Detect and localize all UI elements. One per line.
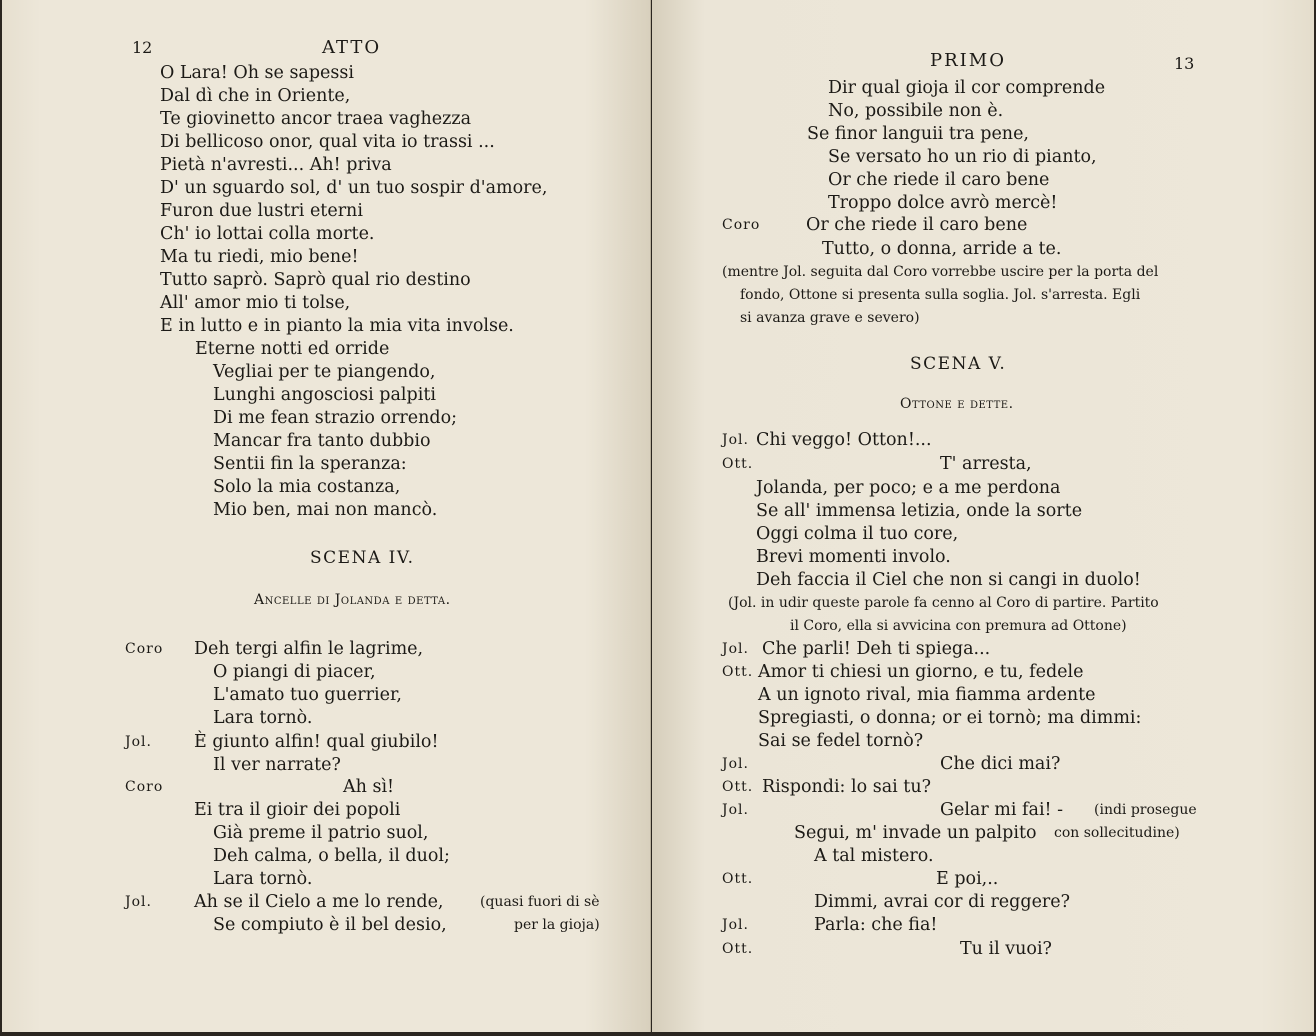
speaker-label: Coro: [125, 641, 164, 657]
dialogue-line: Dimmi, avrai cor di reggere?: [814, 892, 1071, 912]
stage-aside: per la gioja): [514, 917, 600, 933]
dialogue-line: Lara tornò.: [213, 869, 313, 889]
verse-line: Dir qual gioja il cor comprende: [828, 78, 1106, 98]
verse-line: Furon due lustri eterni: [160, 201, 363, 221]
verse-line: Mio ben, mai non mancò.: [213, 500, 438, 520]
scene-title: SCENA IV.: [310, 548, 415, 568]
dialogue-line: Ah se il Cielo a me lo rende,: [194, 892, 444, 912]
dialogue-line: Ei tra il gioir dei popoli: [194, 800, 401, 820]
verse-line: Tutto saprò. Saprò qual rio destino: [160, 270, 471, 290]
verse-line: All' amor mio ti tolse,: [160, 293, 351, 313]
scene-cast: Ancelle di Jolanda e detta.: [254, 592, 451, 608]
dialogue-line: Jolanda, per poco; e a me perdona: [756, 478, 1061, 498]
verse-line: Ch' io lottai colla morte.: [160, 224, 375, 244]
verse-line: Or che riede il caro bene: [806, 215, 1028, 235]
verse-line: No, possibile non è.: [828, 101, 1004, 121]
speaker-label: Coro: [125, 779, 164, 795]
running-header: PRIMO: [930, 50, 1006, 71]
dialogue-line: Ah sì!: [343, 777, 395, 797]
speaker-label: Jol.: [125, 894, 152, 910]
dialogue-line: Tu il vuoi?: [960, 939, 1052, 959]
dialogue-line: È giunto alfin! qual giubilo!: [194, 732, 439, 752]
verse-line: Dal dì che in Oriente,: [160, 86, 351, 106]
verse-line: Di bellicoso onor, qual vita io trassi ...: [160, 132, 495, 152]
dialogue-line: Che parli! Deh ti spiega...: [762, 639, 991, 659]
verse-line: Solo la mia costanza,: [213, 477, 401, 497]
dialogue-line: Che dici mai?: [940, 754, 1061, 774]
stage-direction: (Jol. in udir queste parole fa cenno al Coro di partire. Partito: [728, 595, 1159, 611]
verse-line: Eterne notti ed orride: [195, 339, 390, 359]
scene-cast: Ottone e dette.: [900, 396, 1014, 412]
dialogue-line: Gelar mi fai! -: [940, 800, 1064, 820]
stage-direction: il Coro, ella si avvicina con premura ad Ottone): [790, 618, 1127, 634]
dialogue-line: T' arresta,: [940, 454, 1032, 474]
verse-line: Te giovinetto ancor traea vaghezza: [160, 109, 472, 129]
verse-line: O Lara! Oh se sapessi: [160, 63, 354, 83]
stage-aside: (quasi fuori di sè: [480, 894, 600, 910]
verse-line: Pietà n'avresti... Ah! priva: [160, 155, 392, 175]
dialogue-line: A tal mistero.: [814, 846, 934, 866]
dialogue-line: Il ver narrate?: [213, 755, 341, 775]
speaker-label: Ott.: [722, 664, 754, 680]
left-page: [2, 0, 651, 1032]
speaker-label: Jol.: [722, 802, 749, 818]
verse-line: Se finor languii tra pene,: [807, 124, 1029, 144]
page-number: 13: [1174, 54, 1195, 73]
dialogue-line: Chi veggo! Otton!...: [756, 430, 932, 450]
page-number: 12: [132, 38, 153, 57]
verse-line: Mancar fra tanto dubbio: [213, 431, 431, 451]
dialogue-line: E poi,..: [936, 869, 999, 889]
stage-direction: fondo, Ottone si presenta sulla soglia. Jol. s'arresta. Egli: [740, 287, 1141, 303]
dialogue-line: Brevi momenti involo.: [756, 547, 951, 567]
verse-line: Vegliai per te piangendo,: [213, 362, 436, 382]
right-page: [652, 0, 1314, 1032]
stage-aside: (indi prosegue: [1094, 802, 1197, 818]
speaker-label: Jol.: [722, 432, 749, 448]
stage-direction: si avanza grave e severo): [740, 310, 920, 326]
verse-line: Ma tu riedi, mio bene!: [160, 247, 359, 267]
verse-line: Sentii fin la speranza:: [213, 454, 407, 474]
dialogue-line: Parla: che fia!: [814, 915, 938, 935]
speaker-label: Jol.: [722, 641, 749, 657]
dialogue-line: Spregiasti, o donna; or ei tornò; ma dimmi:: [758, 708, 1142, 728]
stage-direction: (mentre Jol. seguita dal Coro vorrebbe uscire per la porta del: [722, 264, 1159, 280]
speaker-label: Jol.: [125, 734, 152, 750]
dialogue-line: O piangi di piacer,: [213, 662, 376, 682]
speaker-label: Jol.: [722, 917, 749, 933]
dialogue-line: Già preme il patrio suol,: [213, 823, 429, 843]
verse-line: E in lutto e in pianto la mia vita involse.: [160, 316, 514, 336]
verse-line: Di me fean strazio orrendo;: [213, 408, 458, 428]
verse-line: Lunghi angosciosi palpiti: [213, 385, 436, 405]
verse-line: Or che riede il caro bene: [828, 170, 1050, 190]
verse-line: Se versato ho un rio di pianto,: [828, 147, 1097, 167]
dialogue-line: Segui, m' invade un palpito: [794, 823, 1037, 843]
speaker-label: Ott.: [722, 456, 754, 472]
verse-line: Tutto, o donna, arride a te.: [822, 239, 1062, 259]
speaker-label: Ott.: [722, 779, 754, 795]
speaker-label: Jol.: [722, 756, 749, 772]
dialogue-line: L'amato tuo guerrier,: [213, 685, 402, 705]
dialogue-line: Se all' immensa letizia, onde la sorte: [756, 501, 1083, 521]
dialogue-line: Amor ti chiesi un giorno, e tu, fedele: [758, 662, 1084, 682]
verse-line: Troppo dolce avrò mercè!: [828, 193, 1058, 213]
dialogue-line: Se compiuto è il bel desio,: [213, 915, 447, 935]
dialogue-line: Deh tergi alfin le lagrime,: [194, 639, 424, 659]
dialogue-line: Oggi colma il tuo core,: [756, 524, 959, 544]
running-header: ATTO: [322, 37, 382, 58]
speaker-label: Ott.: [722, 941, 754, 957]
dialogue-line: Rispondi: lo sai tu?: [762, 777, 931, 797]
dialogue-line: Lara tornò.: [213, 708, 313, 728]
verse-line: D' un sguardo sol, d' un tuo sospir d'amore,: [160, 178, 548, 198]
speaker-label: Ott.: [722, 871, 754, 887]
speaker-label: Coro: [722, 217, 761, 233]
dialogue-line: Deh calma, o bella, il duol;: [213, 846, 450, 866]
stage-aside: con sollecitudine): [1054, 825, 1180, 841]
dialogue-line: Sai se fedel tornò?: [758, 731, 924, 751]
dialogue-line: A un ignoto rival, mia fiamma ardente: [758, 685, 1096, 705]
scene-title: SCENA V.: [910, 354, 1007, 374]
dialogue-line: Deh faccia il Ciel che non si cangi in duolo!: [756, 570, 1141, 590]
